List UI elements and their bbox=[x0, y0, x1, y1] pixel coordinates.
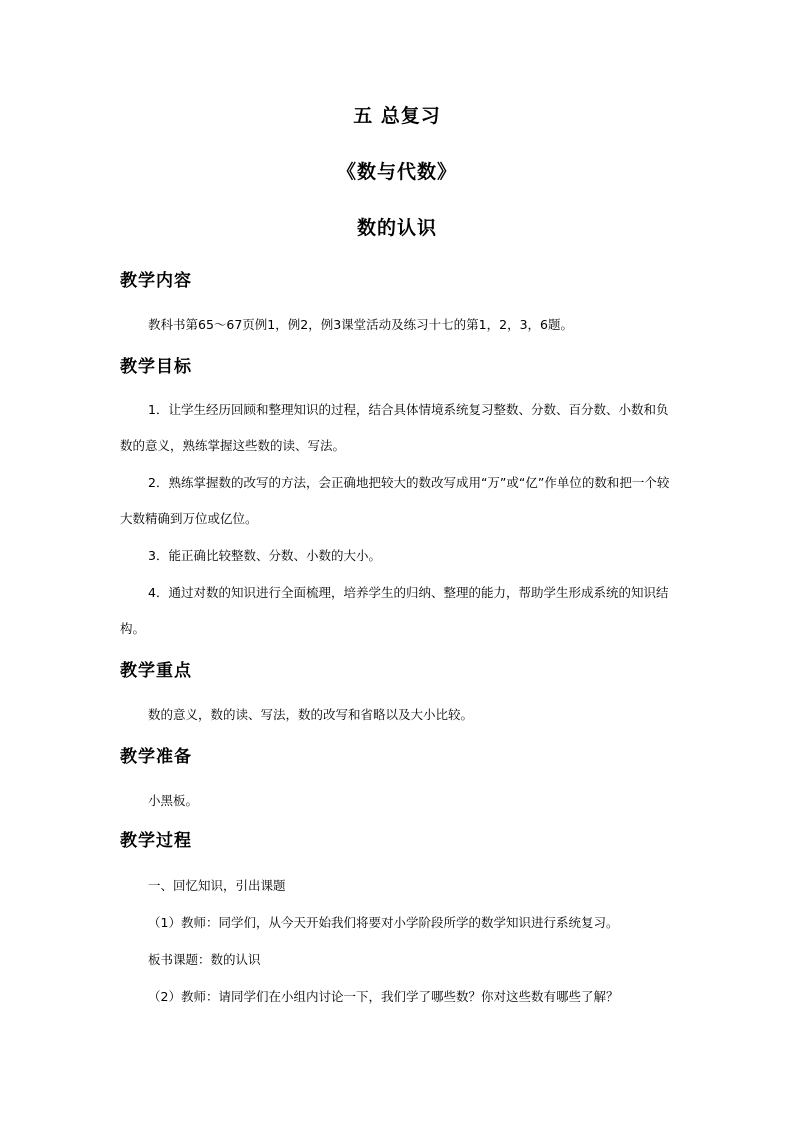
content-text: 教科书第65～67页例1，例2，例3课堂活动及练习十七的第1，2，3，6题。 bbox=[148, 317, 573, 332]
unit-title: 五 总复习 bbox=[353, 105, 441, 127]
section-heading-goals: 教学目标 bbox=[120, 357, 192, 377]
section-heading-key: 教学重点 bbox=[120, 661, 192, 681]
section-heading-process: 教学过程 bbox=[120, 831, 192, 851]
lesson-title: 数的认识 bbox=[356, 217, 437, 239]
goal-item-2: 2．熟练掌握数的改写的方法，会正确地把较大的数改写成用“万”或“亿”作单位的数和把一个较大数精确到万位或亿位。 bbox=[120, 475, 670, 526]
process-line-3: 板书课题：数的认识 bbox=[148, 952, 261, 967]
prep-text: 小黑板。 bbox=[148, 793, 199, 808]
goal-item-4: 4．通过对数的知识进行全面梳理，培养学生的归纳、整理的能力，帮助学生形成系统的知识结构。 bbox=[120, 585, 669, 636]
goal-item-1: 1．让学生经历回顾和整理知识的过程，结合具体情境系统复习整数、分数、百分数、小数和负数的意义，熟练掌握这些数的读、写法。 bbox=[120, 402, 669, 453]
process-line-1: 一、回忆知识，引出课题 bbox=[148, 878, 286, 893]
key-text: 数的意义，数的读、写法，数的改写和省略以及大小比较。 bbox=[148, 707, 474, 722]
section-heading-content: 教学内容 bbox=[120, 271, 192, 291]
process-line-2: （1）教师：同学们，从今天开始我们将要对小学阶段所学的数学知识进行系统复习。 bbox=[148, 915, 619, 930]
goal-item-3: 3．能正确比较整数、分数、小数的大小。 bbox=[148, 548, 381, 563]
topic-title: 《数与代数》 bbox=[336, 161, 457, 183]
section-heading-prep: 教学准备 bbox=[120, 747, 192, 767]
process-line-4: （2）教师：请同学们在小组内讨论一下，我们学了哪些数？你对这些数有哪些了解？ bbox=[148, 989, 619, 1004]
